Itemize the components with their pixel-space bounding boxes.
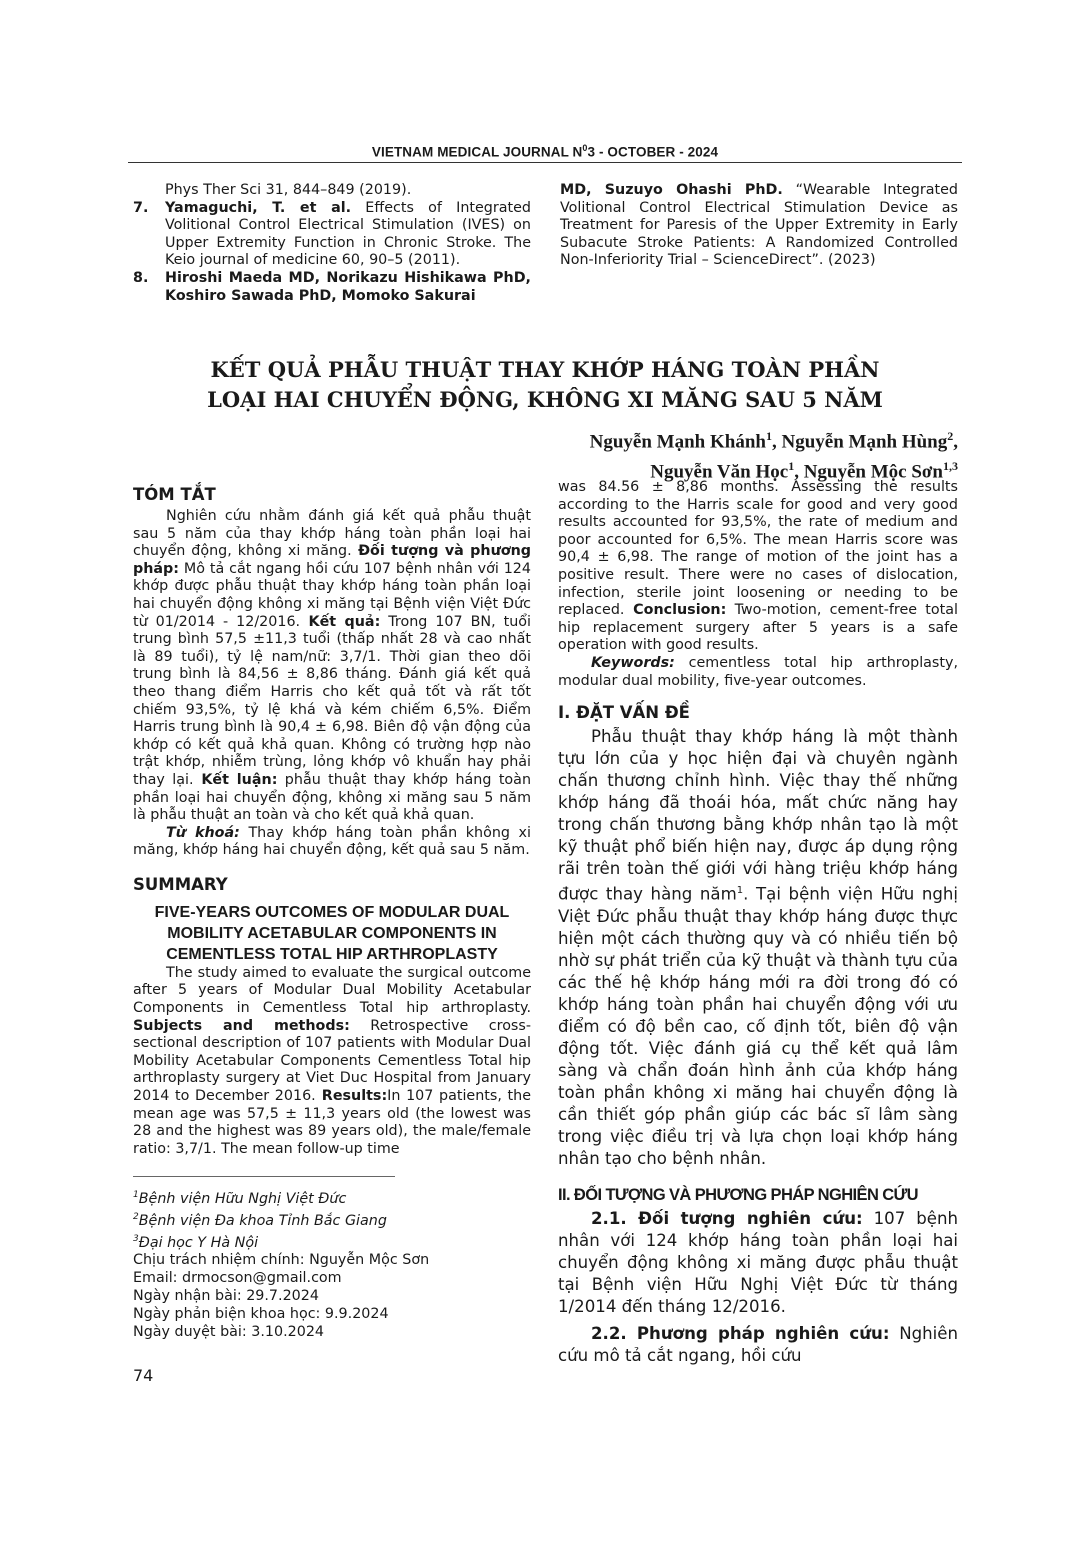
tomtat-abstract: Nghiên cứu nhằm đánh giá kết quả phẫu thuật sau 5 năm của thay khớp háng toàn phần loại hai chuyển động, không xi măng. Đối tượng và phương pháp: Mô tả cắt ngang hồi cứu 107 bệnh nhân với 124 khớp được phẫu thuật thay khớp háng toàn phần loại hai chuyển động không xi măng tại Bệnh viện Việt Đức từ 01/2014 - 12/2016. Kết quả: Trong 107 BN, tuổi trung bình 57,5 ±11,3 tuổi (thấp nhất 28 và cao nhất là 89 tuổi), tỷ lệ nam/nữ: 3,7/1. Thời gian theo dõi trung bình là 84,56 ± 8,86 tháng. Đánh giá kết quả theo thang điểm Harris cho kết quả tốt và rất tốt chiếm 93,5%, tỷ lệ khá và kém chiếm 6,5%. Điểm Harris trung bình là 90,4 ± 6,98. Biên độ vận động của khớp có kết quả khả quan. Không có trường hợp nào trật khớp, nhiễm trùng, lỏng khớp vô khuẩn hay phải thay lại. Kết luận: phẫu thuật thay khớp háng toàn phần loại hai chuyển động, không xi măng sau 5 năm là phẫu thuật an toàn và cho kết quả khả quan.	[133, 508, 532, 824]
section2-1-paragraph: 2.1. Đối tượng nghiên cứu: 107 bệnh nhân với 124 khớp háng toàn phần loại hai chuyển động không xi măng được phẫu thuật tại Bệnh viện Hữu Nghị Việt Đức từ tháng 1/2014 đến tháng 12/2016.	[558, 1208, 959, 1316]
references-left	[133, 182, 531, 305]
page-number: 74	[133, 1366, 154, 1385]
left-column	[133, 484, 531, 1158]
summary-keywords: Keywords: cementless total hip arthroplasty, modular dual mobility, five-year outcomes.	[558, 654, 958, 689]
references-right	[560, 182, 958, 270]
summary-abstract: The study aimed to evaluate the surgical outcome after 5 years of Modular Dual Mobility Acetabular Components in Cementless Total hip arthroplasty. Subjects and methods: Retrospective cross-sectional description of 107 patients with Modular Dual Mobility Acetabular Components Cementless Total hip arthroplasty surgery at Viet Duc Hospital from January 2014 to December 2016. Results:In 107 patients, the mean age was 57,5 ± 11,3 years old (the lowest was 28 and the highest was 89 years old), the male/female ratio: 3,7/1. The mean follow-up time	[133, 964, 531, 1157]
reference-8: 8. Hiroshi Maeda MD, Norikazu Hishikawa PhD, Koshiro Sawada PhD, Momoko Sakurai	[133, 269, 531, 304]
article-title: KẾT QUẢ PHẪU THUẬT THAY KHỚP HÁNG TOÀN PHẦN LOẠI HAI CHUYỂN ĐỘNG, KHÔNG XI MĂNG SAU 5 NĂM	[207, 357, 883, 412]
reference-continuation: Phys Ther Sci 31, 844–849 (2019).	[165, 182, 412, 198]
summary-results-left-part: In 107 patients, the mean age was 57,5 ± 11,3 years old (the lowest was 28 and the highest was 89 years old), the male/female ratio: 3,7/1. The mean follow-up time	[133, 1088, 531, 1157]
reference-7: 7. Yamaguchi, T. et al. Effects of Integrated Volitional Control Electrical Stimulation (IVES) on Upper Extremity Function in Chronic Stroke. The Keio journal of medicine 60, 90–5 (2011).	[133, 199, 531, 269]
footnotes: $^1$Bệnh viện Hữu Nghị Việt Đức $^2$Bệnh viện Đa khoa Tỉnh Bắc Giang $^3$Đại học Y Hà Nội Chịu trách nhiệm chính: Nguyễn Mộc Sơn Email: drmocson@gmail.com Ngày nhận bài: 29.7.2024 Ngày phản biện khoa học: 9.9.2024 Ngày duyệt bài: 3.10.2024	[133, 1190, 430, 1341]
tomtat-heading: TÓM TẮT	[133, 485, 216, 504]
running-header: VIETNAM MEDICAL JOURNAL $N^03$ - OCTOBER - 2024	[371, 143, 719, 160]
footnote-rule	[133, 1176, 395, 1177]
section2-2-paragraph: 2.2. Phương pháp nghiên cứu: Nghiên cứu mô tả cắt ngang, hồi cứu	[558, 1323, 958, 1365]
tomtat-keywords: Từ khoá: Thay khớp háng toàn phần không xi măng, khớp háng hai chuyển động, kết quả sau 5 năm.	[133, 824, 531, 859]
section1-heading: I. ĐẶT VẤN ĐỀ	[558, 703, 690, 723]
summary-title: FIVE-YEARS OUTCOMES OF MODULAR DUAL MOBILITY ACETABULAR COMPONENTS IN CEMENTLESS TOTAL HIP ARTHROPLASTY	[154, 903, 510, 963]
reference-8-continued: MD, Suzuyo Ohashi PhD. “Wearable Integrated Volitional Control Electrical Stimulation Device as Treatment for Paresis of the Upper Extremity in Early Subacute Stroke Patients: A Randomized Controlled Non-Inferiority Trial – ScienceDirect”. (2023)	[560, 182, 958, 269]
summary-abstract-continued: was 84.56 ± 8,86 months. Assessing the results according to the Harris scale for good and very good results accounted for 93,5%, the rate of medium and poor accounted for 6,5%. The mean Harris score was 90,4 ± 6,98. The range of motion of the joint has a positive result. There were no cases of dislocation, infection, sterile joint loosening or needing to be replaced. Conclusion: Two-motion, cement-free total hip replacement surgery after 5 years is a safe operation with good results.	[558, 479, 958, 654]
header-rule	[128, 162, 962, 163]
section1-paragraph: Phẫu thuật thay khớp háng là một thành tựu lớn của y học hiện đại và chuyên ngành chấn thương chỉnh hình. Việc thay thế những khớp háng đã thoái hóa, mất chức năng hay trong chấn thương bằng khớp nhân tạo là một kỹ thuật phổ biến hiện nay, được áp dụng rộng rãi trên toàn thế giới với hàng triệu khớp háng được thay hàng năm$^1$. Tại bệnh viện Hữu nghị Việt Đức phẫu thuật thay khớp háng được thực hiện một cách thường quy và có nhiều tiến bộ nhờ sự phát triển của kỹ thuật và thành tựu của các thế hệ khớp háng mới ra đời trong đó có khớp háng toàn phần hai chuyển động với ưu điểm có độ bền cao, cố định tốt, biên độ vận động tốt. Việc đánh giá cụ thể kết quả lâm sàng và chẩn đoán hình ảnh của khớp háng toàn phần không xi măng hai chuyển động là cần thiết góp phần giúp các bác sĩ lâm sàng trong việc điều trị và lựa chọn loại khớp háng nhân tạo cho bệnh nhân.	[558, 727, 959, 1168]
section2-heading: II. ĐỐI TƯỢNG VÀ PHƯƠNG PHÁP NGHIÊN CỨU	[558, 1185, 918, 1204]
summary-heading: SUMMARY	[133, 874, 228, 894]
right-column	[558, 479, 958, 1367]
author-list: Nguyễn Mạnh Khánh$^1$, Nguyễn Mạnh Hùng$^2$, Nguyễn Văn Học$^1$, Nguyễn Mộc Sơn$^{1,3}$	[589, 429, 958, 483]
summary-results-right-part: was 84.56 ± 8,86 months. Assessing the results according to the Harris scale for good and very good results accounted for 93,5%, the rate of medium and poor accounted for 6,5%. The mean Harris score was 90,4 ± 6,98. The range of motion of the joint has a positive result. There were no cases of dislocation, infection, sterile joint loosening or needing to be replaced.	[558, 479, 958, 619]
